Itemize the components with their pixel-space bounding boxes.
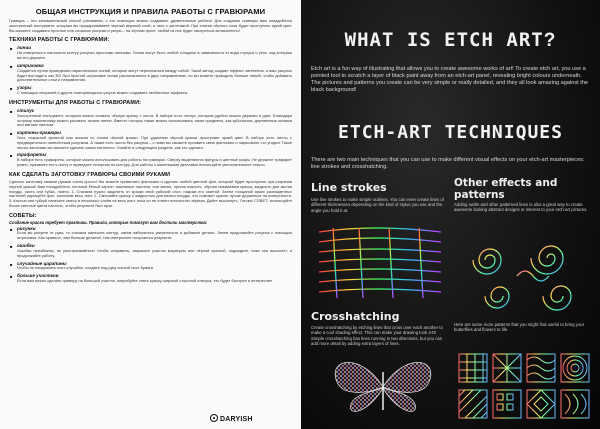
technique-label: узоры [17,85,32,91]
tool-text: Заостренный инструмент, которым можно снимать чёрную краску с листа. В наборе есть стилус, которым удобно можно держать в руке. Благодаря острому наконечнику можно рисовать тонкие линии. Вместо стилуса также можно использовать такие предметы, как зубочистки, деревянные шпажки или ватные палочки. [17,112,292,128]
etch-art-page [301,0,600,429]
tool-label: стилус [17,107,35,113]
tip-text: Чтобы не поцарапать лист случайно, кладите под руку чистый лист бумаги. [17,265,155,271]
technique-item [9,63,292,83]
tool-text: В наборе есть трафареты, которые можно использовать для работы на гравюрах. Сверху выделяются фигуры и цветные узоры. Не держите трафарет ровно, прижмите его к листу и проведите стилусом по контуру. Для работы с маленькими деталями используйте увеличительное стекло. [17,157,292,168]
bullet-icon: ■ [10,226,13,232]
tip-label: ошибки [17,243,35,249]
tools-heading: ИНСТРУМЕНТЫ ДЛЯ РАБОТЫ С ГРАВЮРАМИ: [9,99,142,106]
tip-label: случайные царапины [17,260,67,266]
crosshatch-butterfly-sample [321,352,447,422]
bullet-icon: ■ [10,244,13,250]
brand-mark-icon [210,414,218,422]
bullet-icon: ■ [10,108,13,114]
tip-item [9,261,292,272]
crosshatching-heading: Crosshatching [311,310,400,323]
techniques-intro: There are two main techniques that you can use to make different visual effects on your etch-art masterpieces: line strokes and crosshatching. [311,157,585,170]
tips-lead: Создание краски требует практики. Правила, которые помогут вам достичь мастерства: [9,219,208,225]
bullet-icon: ■ [10,86,13,92]
patterns-text: Here are some more patterns that you might find useful to bring your butterflies and flowers to life. [454,322,585,333]
tip-item [9,273,292,284]
tip-label: больше участков [17,273,59,279]
technique-text: Создается путем проведения параллельных линий, которые могут пересекаться между собой. Такой метод создает эффект затенения, и ваш рисунок будет выглядеть как 3D! При простой штриховке линии располагаются в двух направлениях, но вы можете проводить больше линий, чтобы добавить дополнительные слои и направления. [17,67,292,83]
tool-text: Лист, покрытый фольгой или воском со слоем чёрной краски. При удалении чёрной краски проступает яркий цвет. В наборе есть листы с предварительно нанесённым рисунком. А также есть листы без рисунка – с ними вы сможете проявить свою фантазию и нарисовать что угодно! Такие листы-заготовки вы сможете сделать самостоятельно. Узнайте в следующем разделе, как это сделать. [17,135,292,150]
technique-label: штриховка [17,62,44,68]
bullet-icon: ■ [10,63,13,69]
techniques-heading: ТЕХНИКИ РАБОТЫ С ГРАВЮРАМИ: [9,37,110,44]
title-text: WHAT IS ETCH ART [344,29,544,51]
technique-item [9,85,292,96]
tool-item [9,130,292,150]
tip-item [9,226,292,242]
bullet-icon: ■ [10,274,13,280]
bullet-icon: ■ [10,131,13,137]
what-is-etch-art-title [301,29,600,52]
line-strokes-text: Use line strokes to make simple outlines. You can even create lines of different thicknesses depending on the kind of stylus you use and the angle you hold it at. [311,197,444,213]
tip-text: Если вы рисуете от руки, то сначала нанесите контур, затем наберитесь уверенности и добавьте детали. Затем продолжайте рисунок с помощью штриховки. Как правило, чем больше деталей, тем интереснее получается результат. [17,230,292,241]
etch-art-intro: Etch art is a fun way of illustrating that allows you to create awesome works of art! To create etch art, you use a pointed tool to scratch a layer of black paint away from an etch-art panel, revealing bright colours underneath. The pictures and patterns you create can be very simple or really detailed, and they all look amazing against the black background! [311,66,589,93]
techniques-title: ETCH-ART TECHNIQUES [338,122,563,143]
tool-label: картоны-гравюры [17,130,62,136]
brand-logo [210,414,253,423]
tip-text: Если вам нужно сделать гравюру на большой участок, попробуйте снять краску широкой стороной стилуса, это будет быстрее и интереснее. [17,278,274,284]
tip-item [9,243,292,259]
technique-text: На поверхность наносится контур рисунка простыми линиями. Линии могут быть любой толщины в зависимости от вида ступуса и угла, под которым вы его держите. [17,50,292,61]
crosshatching-text: Create crosshatching by etching lines that cross over each another to make a cool shading effect. This can make your drawing look 3-D! Simple crosshatching has lines running in two directions, but you can add more detail by adding extra layers of lines. [311,325,443,347]
tool-label: трафареты [17,152,47,158]
tip-text: Ошибки неизбежны, не расстраивайтесь! Чтобы исправить, закрасьте участок маркером или чёрной краской, подождите, пока она высохнет, и продолжайте работу. [17,247,292,258]
other-effects-text: Adding swirls and other patterned lines is also a great way to create awesome looking abstract designs or interest to your etch-art pictures. [454,202,588,213]
question-mark: ? [543,30,557,51]
bullet-icon: ■ [10,261,13,267]
left-page-title: ОБЩАЯ ИНСТРУКЦИЯ И ПРАВИЛА РАБОТЫ С ГРАВЮРАМИ [35,7,266,16]
bullet-icon: ■ [10,46,13,52]
line-strokes-sample [313,222,449,306]
other-effects-heading: Other effects and patterns [454,177,558,201]
technique-item [9,45,292,61]
line-strokes-heading: Line strokes [311,181,387,194]
diy-heading: КАК СДЕЛАТЬ ЗАГОТОВКУ ГРАВЮРЫ СВОИМИ РУКАМИ [9,171,171,178]
tool-item [9,108,292,128]
tips-heading: СОВЕТЫ: [9,212,37,219]
swirl-patterns-sample [457,236,591,316]
diy-text: Сделать заготовку своими руками очень просто! Вы можете применить фантазию и сделать любой цветной фон, который будет проступать при стирании черной краски! Вам понадобится: плотный белый картон, масляные пастели, или мелки, пустая емкость, чёрная смываемая краска, жидкость для мытья посуды, кисть или губка, газета. 1. Сначала нужно защитить от краски свой рабочий стол, накрыв его газетой. Затем толщиной ярких разноцветных пастелей нарисуйте фон, заполнив весь лист. 2. Смешайте краску с жидкостью для мытья посуды, это поможет краске лучше держаться на поверхности. 3. Кистью или губкой нанесите смесь в несколько слоёв на весь лист, пока он не станет полностью чёрным. Дайте высохнуть. Готово! СОВЕТ: используйте более светлые цвета пастели, чтобы результат был ярче. [9,178,292,208]
technique-label: линии [17,45,32,51]
patterns-grid-sample [455,350,595,424]
tool-item [9,152,292,168]
tip-label: рисунки [17,225,36,231]
bullet-icon: ■ [10,153,13,159]
technique-text: С помощью спиралей и других повторяющихся узоров можно создавать необычные эффекты. [17,90,189,96]
brand-name: DARYISH [220,416,253,423]
intro-text: Гравюра – это занимательный способ рисования, с его помощью можно создавать удивительные работы! Для создания гравюры вам понадобится заостренный инструмент, которым вы процарапываете черный верхний слой, и лист с заготовкой. При снятии чёрного слоя будет проступать яркий цвет. Вы сможете создавать простые или сложные рисунки и узоры – на чёрном фоне, любой из них будет смотреться великолепно! [9,18,292,33]
